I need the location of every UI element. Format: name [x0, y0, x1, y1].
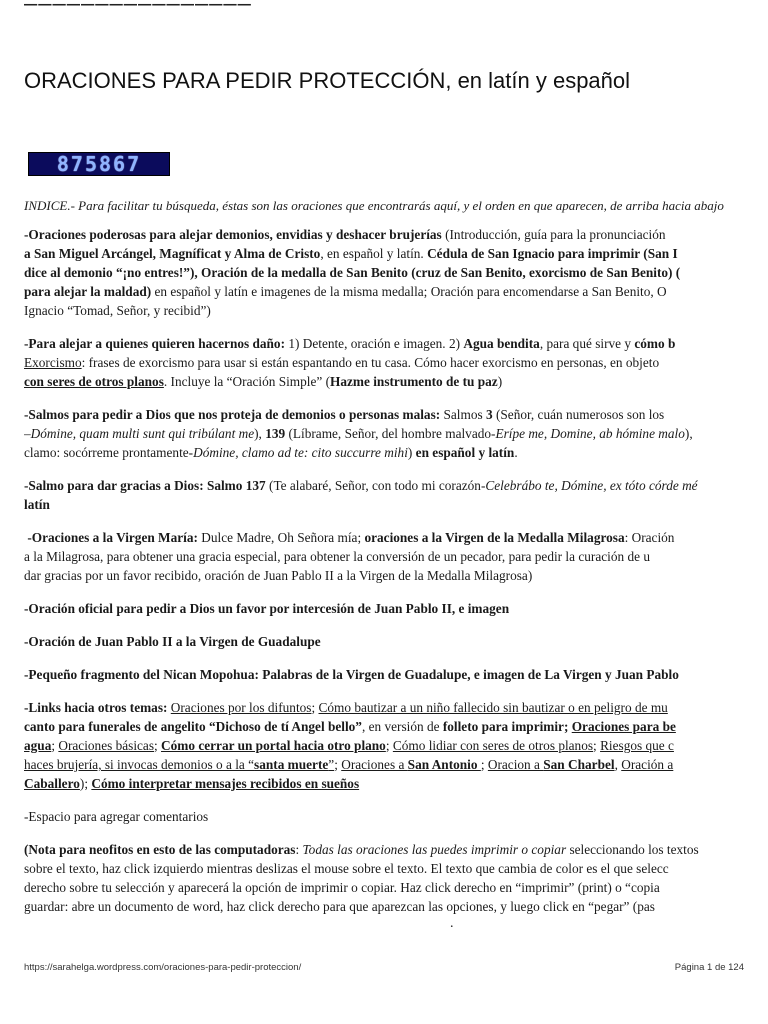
text: ), — [254, 426, 266, 441]
separator: ; — [593, 738, 601, 753]
text: : — [295, 842, 303, 857]
link-agua[interactable]: agua — [24, 738, 52, 753]
separator: ; — [480, 757, 488, 772]
heading-guadalupe: -Oración de Juan Pablo II a la Virgen de Guadalupe — [24, 634, 321, 649]
text: Dulce Madre, Oh Señora mía; — [197, 530, 365, 545]
text: Oracion a — [487, 757, 544, 772]
text: (Señor, cuán numerosos son los — [492, 407, 665, 422]
text: . Incluye la “Oración Simple” ( — [163, 374, 331, 389]
text-bold: dice al demonio “¡no entres!”), Oración de la medalla de San Benito (cruz de San Benito, exorcismo de San Benito) ( — [24, 265, 681, 280]
text-bold: Cédula de San Ignacio para imprimir (San I — [427, 246, 678, 261]
link-san-antonio[interactable] — [341, 757, 481, 772]
link-san-charbel[interactable] — [488, 757, 615, 772]
print-footer — [24, 962, 744, 973]
heading: -Para alejar a quienes quieren hacernos daño: — [24, 336, 286, 351]
section-psalms — [24, 405, 768, 462]
text: en español y latín e imagenes de la misma medalla; Oración para encomendarse a San Benito, O — [151, 284, 667, 299]
text: ), — [684, 426, 693, 441]
text: sobre el texto, haz click izquierdo mientras deslizas el mouse sobre el texto. El texto que cambia de color es el que selecc — [24, 861, 669, 876]
separator: ; — [385, 738, 393, 753]
heading: -Oraciones poderosas para alejar demonios, envidias y deshacer brujerías — [24, 227, 442, 242]
text: ) — [407, 445, 416, 460]
visit-counter — [28, 152, 170, 176]
exorcism-link[interactable]: Exorcismo — [24, 355, 82, 370]
visit-counter-value: 875867 — [56, 152, 142, 176]
text-bold: San Antonio — [407, 757, 481, 772]
section-harm — [24, 334, 768, 391]
other-planes-link[interactable]: con seres de otros planos — [24, 374, 164, 389]
link-riesgos[interactable]: Riesgos que c — [600, 738, 674, 753]
heading: -Salmos para pedir a Dios que nos proteja de demonios o personas malas: — [24, 407, 441, 422]
text: Ignacio “Tomad, Señor, y recibid”) — [24, 303, 211, 318]
separator: ; — [334, 757, 342, 772]
text-bold: cómo b — [634, 336, 676, 351]
text: a la Milagrosa, para obtener una gracia especial, para obtener la conversión de un pecador, para pedir la curación de u — [24, 549, 650, 564]
footer-url: https://sarahelga.wordpress.com/oraciones-para-pedir-proteccion/ — [24, 962, 302, 973]
text: seleccionando los textos — [566, 842, 699, 857]
text-bold: San Charbel — [543, 757, 615, 772]
separator: ); — [79, 776, 92, 791]
text-bold: 139 — [265, 426, 286, 441]
separator: , — [614, 757, 622, 772]
title-main: ORACIONES PARA PEDIR PROTECCIÓN — [24, 68, 446, 93]
section-protection-prayers — [24, 225, 768, 320]
text: : frases de exorcismo para usar si están espantando en tu casa. Cómo hacer exorcismo en personas, en objeto — [81, 355, 660, 370]
text-italic: Todas las oraciones las puedes imprimir o copiar — [302, 842, 567, 857]
separator: ; — [311, 700, 319, 715]
section-virgin-mary — [24, 528, 768, 585]
link-caballero[interactable]: Caballero — [24, 776, 80, 791]
header-rule: –––––––––––––––– — [24, 0, 252, 17]
section-thanks-psalm — [24, 476, 768, 514]
footer-page-number: Página 1 de 124 — [674, 962, 744, 973]
text: Salmos — [440, 407, 486, 422]
text: clamo: socórreme prontamente- — [24, 445, 194, 460]
text: haces brujería, si invocas demonios o a la “ — [24, 757, 255, 772]
link-cerrar-portal[interactable]: Cómo cerrar un portal hacia otro plano — [161, 738, 386, 753]
index-intro: INDICE.- Para facilitar tu búsqueda, éstas son las oraciones que encontrarás aquí, y el orden en que aparecen, de arriba hacia abajo — [24, 198, 724, 213]
link-oraciones-para-bendecir[interactable]: Oraciones para be — [571, 719, 676, 734]
text-bold: canto para funerales de angelito “Dichoso de tí Angel bello” — [24, 719, 362, 734]
section-neophyte-note — [24, 840, 768, 916]
latin-text: Dómine, clamo ad te: cito succurre mihi — [193, 445, 408, 460]
text: Oraciones a — [341, 757, 408, 772]
text: (Te alabaré, Señor, con todo mi corazón- — [265, 478, 486, 493]
text: ” — [328, 757, 335, 772]
text: (Introducción, guía para la pronunciación — [441, 227, 666, 242]
document-body — [24, 196, 768, 916]
end-dot: . — [450, 916, 454, 931]
title-rest: , en latín y español — [445, 68, 631, 93]
heading: -Links hacia otros temas: — [24, 700, 168, 715]
comments-note: -Espacio para agregar comentarios — [24, 809, 209, 824]
text: guardar: abre un documento de word, haz click derecho para que aparezcan las opciones, y luego click en “pegar” (pas — [24, 899, 655, 914]
link-interpretar-suenos[interactable]: Cómo interpretar mensajes recibidos en sueños — [91, 776, 360, 791]
heading: -Salmo para dar gracias a Dios: Salmo 137 — [24, 478, 266, 493]
separator: ; — [51, 738, 59, 753]
text: dar gracias por un favor recibido, oración de Juan Pablo II a la Virgen de la Medalla Milagrosa) — [24, 568, 533, 583]
text-bold: a San Miguel Arcángel, Magníficat y Alma de Cristo — [24, 246, 321, 261]
text: , en versión de — [361, 719, 443, 734]
text-bold: para alejar la maldad) — [24, 284, 152, 299]
heading: (Nota para neofitos en esto de las computadoras — [24, 842, 296, 857]
latin-text: –Dómine, quam multi sunt qui tribúlant me — [24, 426, 255, 441]
heading-juan-pablo-favor: -Oración oficial para pedir a Dios un favor por intercesión de Juan Pablo II, e imagen — [24, 601, 510, 616]
text: : Oración — [624, 530, 675, 545]
latin-text: Celebrábo te, Dómine, ex tóto córde mé — [485, 478, 698, 493]
text-bold: Agua bendita — [463, 336, 540, 351]
text-bold: 3 — [486, 407, 493, 422]
text: derecho sobre tu selección y aparecerá la opción de imprimir o copiar. Haz click derecho en “imprimir” (print) o “copia — [24, 880, 660, 895]
text-bold: santa muerte — [254, 757, 329, 772]
text: 1) Detente, oración e imagen. 2) — [285, 336, 464, 351]
text: (Líbrame, Señor, del hombre malvado- — [285, 426, 496, 441]
text: , para qué sirve y — [539, 336, 635, 351]
latin-text: Erípe me, Domine, ab hómine malo — [495, 426, 685, 441]
link-riesgos-cont[interactable] — [24, 757, 334, 772]
link-lidiar-seres[interactable]: Cómo lidiar con seres de otros planos — [392, 738, 594, 753]
text-bold: Hazme instrumento de tu paz — [330, 374, 498, 389]
link-oraciones-basicas[interactable]: Oraciones básicas — [58, 738, 154, 753]
section-links — [24, 698, 768, 793]
text-bold: en español y latín — [415, 445, 515, 460]
text: , en español y latín. — [320, 246, 428, 261]
text-bold: latín — [24, 497, 50, 512]
heading-nican-mopohua: -Pequeño fragmento del Nican Mopohua: Palabras de la Virgen de Guadalupe, e imagen de La Virgen y Juan Pablo — [24, 667, 679, 682]
link-difuntos[interactable]: Oraciones por los difuntos — [170, 700, 312, 715]
text-bold: folleto para imprimir; — [442, 719, 572, 734]
page-title — [24, 68, 764, 94]
link-oracion-a[interactable]: Oración a — [621, 757, 674, 772]
separator: ; — [154, 738, 162, 753]
text: ) — [497, 374, 503, 389]
heading: -Oraciones a la Virgen María: — [24, 530, 198, 545]
text-bold: oraciones a la Virgen de la Medalla Milagrosa — [364, 530, 625, 545]
link-bautizar[interactable]: Cómo bautizar a un niño fallecido sin bautizar o en peligro de mu — [318, 700, 668, 715]
text: . — [514, 445, 518, 460]
